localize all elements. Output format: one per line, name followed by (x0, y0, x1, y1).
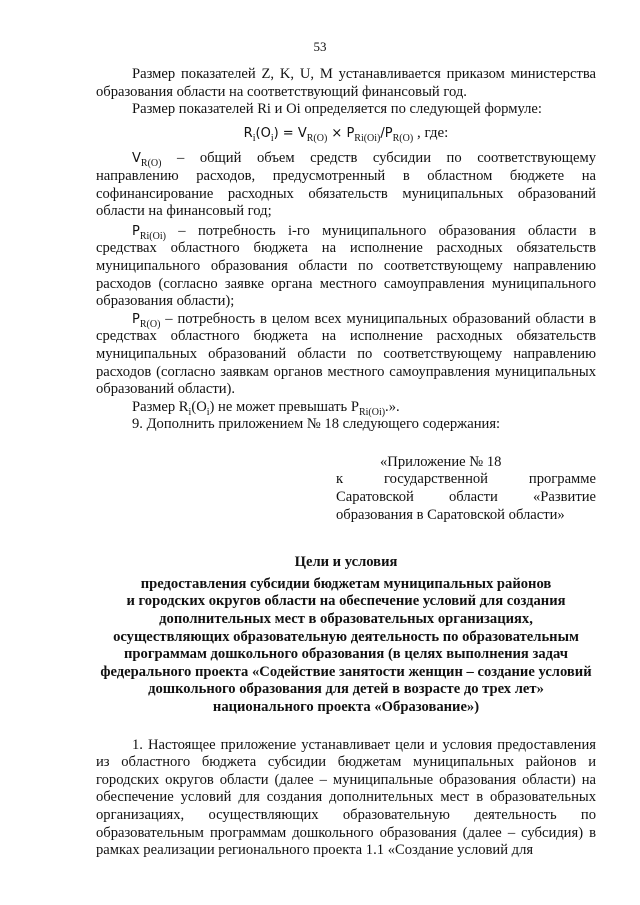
paragraph-1: 1. Настоящее приложение устанавливает цели и условия предоставления из областного бюджета субсидии бюджетам муниципальных районов и городских округов области (далее – муниципальные образования области) на обеспечение условий для создания дополнительных мест в образовательных организациях, осуществляющих образовательную деятельность по образовательным программам дошкольного образования (далее – субсидия) в рамках реализации регионального проекта 1.1 «Создание условий для (96, 736, 596, 859)
title-line: национального проекта «Образование») (212, 699, 480, 715)
title-line: дошкольного образования для детей в возрасте до трех лет» (148, 681, 544, 698)
definition-p-i: $P_{Ri(Oi)}$ – потребность i-го муниципального образования области в средствах областного бюджета на исполнение расходных обязательств муниципального образования области по соответствующему направлению расходов (согласно заявке органа местного самоуправления муниципального образования области); (96, 222, 596, 310)
page-number: 53 (313, 39, 327, 54)
title-line: программам дошкольного образования (в целях выполнения задач (124, 646, 568, 663)
formula: $R_i(O_i) = V_{R(O)} \times P_{Ri(Oi)}/P_{R(O)}$ , где: (243, 124, 449, 144)
definition-v: $V_{R(O)}$ – общий объем средств субсидии по соответствующему направлению расходов, предусмотренный в областном бюджете на софинансирование расходных обязательств муниципальных образований области на финансовый год; (96, 150, 596, 220)
document-title (96, 554, 596, 716)
title-line: осуществляющих образовательную деятельность по образовательным (113, 628, 579, 645)
limit-statement: Размер $R_i(O_i)$ не может превышать $P_{Ri(Oi)}$.». (132, 398, 400, 418)
item-9: 9. Дополнить приложением № 18 следующего содержания: (132, 416, 501, 433)
title-line: дополнительных мест в образовательных организациях, (159, 611, 533, 628)
title-line: предоставления субсидии бюджетам муниципальных районов (140, 575, 552, 592)
paragraph-indicators: Размер показателей Z, K, U, M устанавливается приказом министерства образования области на соответствующий финансовый год. (96, 66, 596, 100)
appendix-line-1: «Приложение № 18 (380, 453, 502, 470)
paragraph-formula-intro: Размер показателей Ri и Oi определяется по следующей формуле: (132, 101, 542, 118)
title-line: Цели и условия (294, 554, 398, 571)
definition-p-total: $P_{R(O)}$ – потребность в целом всех муниципальных образований области в средствах областного бюджета на исполнение расходных обязательств муниципальных образований области по соответствующему направлению расходов (согласно заявкам органов местного самоуправления муниципальных образований области). (96, 310, 596, 398)
appendix-line-3: Саратовской области «Развитие (336, 489, 596, 506)
title-line: федерального проекта «Содействие занятости женщин – создание условий (100, 663, 592, 680)
document-body (96, 0, 596, 860)
appendix-line-4: образования в Саратовской области» (336, 506, 565, 523)
appendix-header (336, 454, 596, 524)
appendix-line-2: к государственной программе (336, 471, 596, 488)
title-line: и городских округов области на обеспечение условий для создания (126, 593, 566, 610)
